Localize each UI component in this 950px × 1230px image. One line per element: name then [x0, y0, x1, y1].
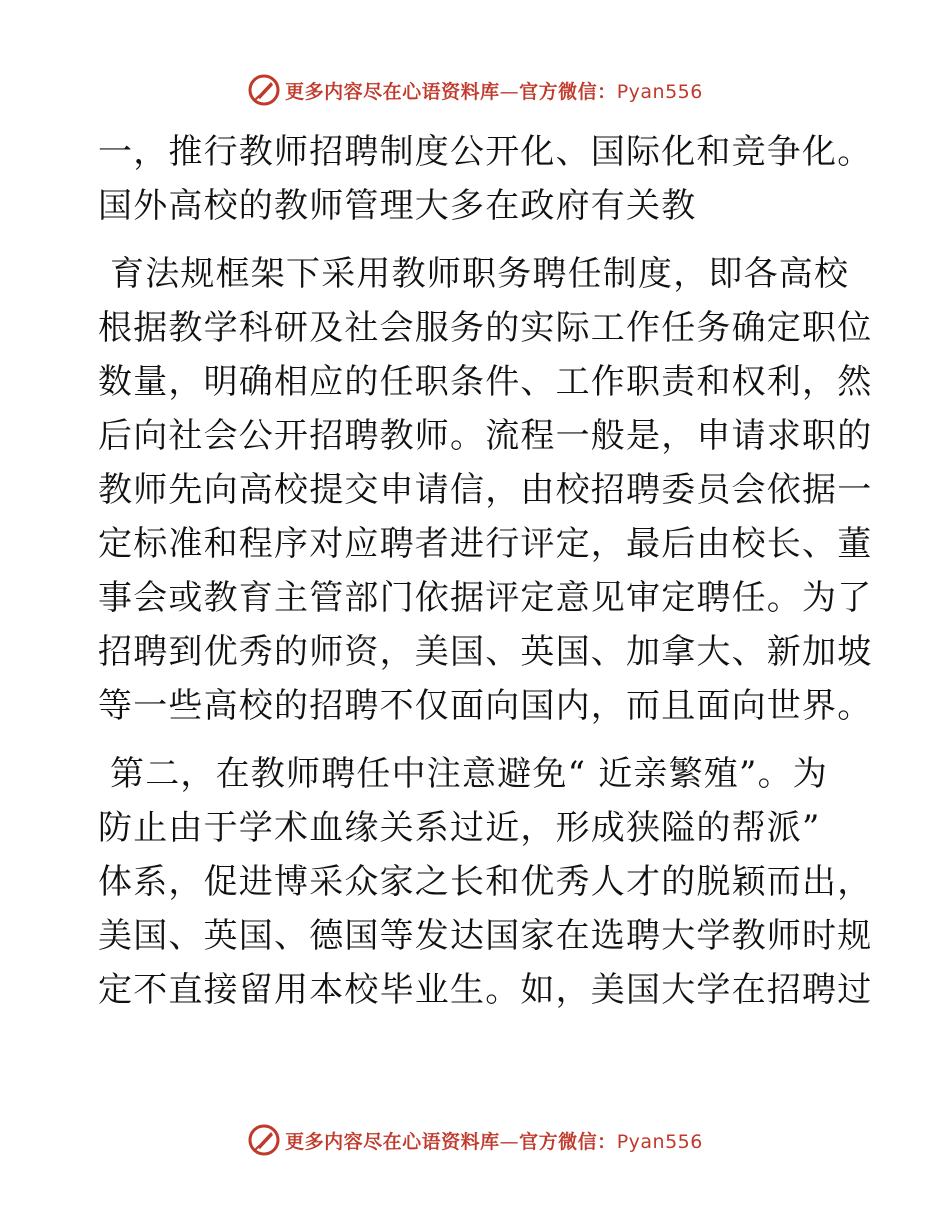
watermark-dash: —: [499, 80, 520, 103]
text-line: 一，推行教师招聘制度公开化、国际化和竞争化。: [98, 132, 873, 172]
text-line: 美国、英国、德国等发达国家在选聘大学教师时规: [98, 916, 873, 956]
watermark-brand: 更多内容尽在心语资料库: [285, 1130, 500, 1153]
text-line: 招聘到优秀的师资，美国、英国、加拿大、新加坡: [98, 632, 873, 672]
paragraph-2: [98, 247, 873, 733]
text-line: 定标准和程序对应聘者进行评定，最后由校长、董: [98, 524, 873, 564]
watermark-wechat-label: 官方微信：: [519, 1130, 617, 1153]
text-line: 根据教学科研及社会服务的实际工作任务确定职位: [98, 308, 873, 348]
text-line: 第二，在教师聘任中注意避免“ 近亲繁殖”。为: [98, 754, 828, 794]
watermark-wechat-id: Pyan556: [616, 80, 703, 103]
paragraph-3: [98, 747, 873, 1017]
quill-logo-icon: [247, 73, 281, 107]
text-line: 防止由于学术血缘关系过近，形成狭隘的帮派”: [98, 808, 821, 848]
text-line: 定不直接留用本校毕业生。如，美国大学在招聘过: [98, 970, 873, 1010]
text-line: 后向社会公开招聘教师。流程一般是，申请求职的: [98, 416, 873, 456]
paragraph-1: [98, 125, 873, 233]
watermark-dash: —: [499, 1130, 520, 1153]
document-body: [98, 125, 873, 1017]
text-line: 事会或教育主管部门依据评定意见审定聘任。为了: [98, 578, 873, 618]
text-line: 体系，促进博采众家之长和优秀人才的脱颖而出，: [98, 862, 873, 902]
text-line: 国外高校的教师管理大多在政府有关教: [98, 186, 697, 226]
text-line: 等一些高校的招聘不仅面向国内，而且面向世界。: [98, 686, 873, 726]
watermark-brand: 更多内容尽在心语资料库: [285, 80, 500, 103]
quill-logo-icon: [247, 1123, 281, 1157]
watermark-text: [285, 77, 703, 104]
header-watermark: [0, 70, 950, 110]
text-line: 教师先向高校提交申请信，由校招聘委员会依据一: [98, 470, 873, 510]
watermark-text: [285, 1127, 703, 1154]
text-line: 数量，明确相应的任职条件、工作职责和权利，然: [98, 362, 873, 402]
watermark-wechat-id: Pyan556: [616, 1130, 703, 1153]
footer-watermark: [0, 1120, 950, 1160]
watermark-wechat-label: 官方微信：: [519, 80, 617, 103]
text-line: 育法规框架下采用教师职务聘任制度，即各高校: [98, 254, 850, 294]
